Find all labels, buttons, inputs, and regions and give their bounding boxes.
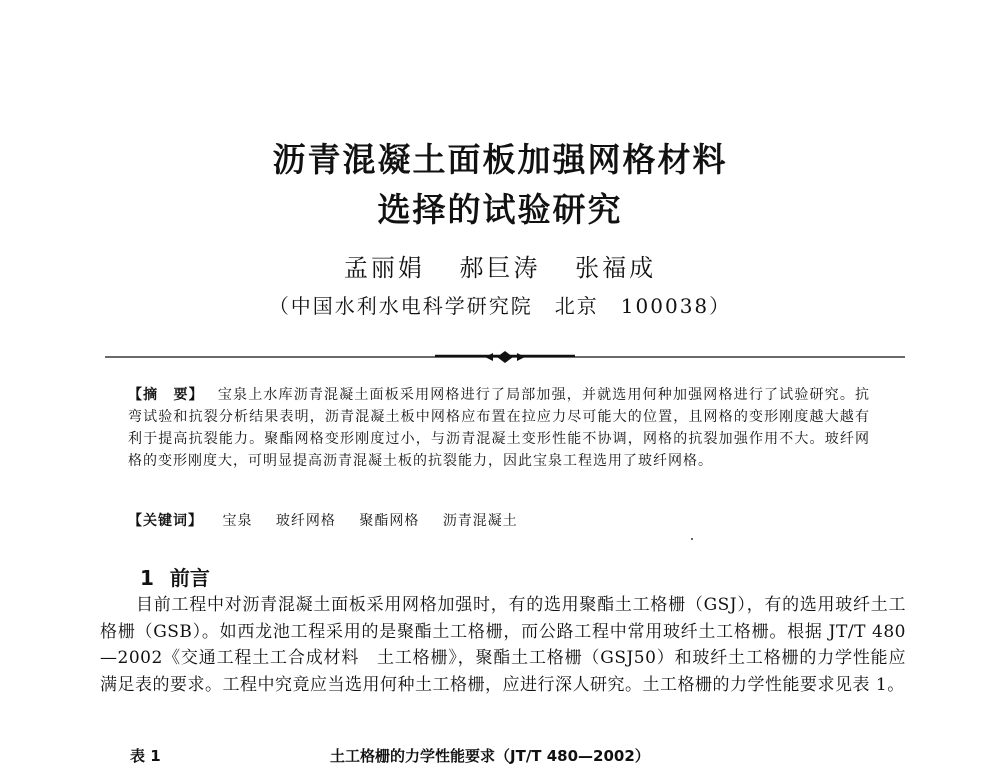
ornamental-divider — [105, 350, 905, 364]
table-number: 表 1 — [130, 747, 161, 765]
abstract-label: 【摘 要】 — [128, 387, 204, 403]
section-title: 前言 — [169, 566, 210, 590]
author-name: 孟丽娟 — [343, 254, 425, 282]
keyword: 玻纤网格 — [275, 513, 336, 529]
keyword: 聚酯网格 — [359, 513, 420, 529]
section-number: 1 — [140, 566, 154, 590]
abstract — [128, 384, 870, 472]
keyword: 沥青混凝土 — [442, 513, 518, 529]
keywords — [128, 510, 870, 530]
paper-title-line-1: 沥青混凝土面板加强网格材料 — [272, 140, 728, 179]
keywords-label: 【关键词】 — [128, 513, 203, 529]
scan-speck — [691, 538, 693, 540]
author-list — [0, 248, 1000, 283]
keyword: 宝泉 — [222, 513, 253, 529]
author-name: 郝巨涛 — [459, 254, 541, 282]
author-name: 张福成 — [575, 254, 657, 282]
paper-title-line-2: 选择的试验研究 — [377, 190, 623, 229]
section-body: 目前工程中对沥青混凝土面板采用网格加强时，有的选用聚酯土工格栅（GSJ），有的选用玻纤土工格栅（GSB）。如西龙池工程采用的是聚酯土工格栅，而公路工程中常用玻纤土工格栅。根据 JT/T 480—2002《交通工程土工合成材料 土工格栅》，聚酯土工格栅（GSJ50）和玻纤土工格栅的力学性能应满足表的要求。工程中究竟应当选用何种土工格栅，应进行深人研究。土工格栅的力学性能要求见表 1。 — [100, 595, 906, 695]
affiliation: （中国水利水电科学研究院 北京 100038） — [268, 294, 732, 318]
table-title: 土工格栅的力学性能要求（JT/T 480—2002） — [330, 747, 650, 765]
abstract-text: 宝泉上水库沥青混凝土面板采用网格进行了局部加强，并就选用何种加强网格进行了试验研究。抗弯试验和抗裂分析结果表明，沥青混凝土板中网格应布置在拉应力尽可能大的位置，且网格的变形刚度越大越有利于提高抗裂能力。聚酯网格变形刚度过小，与沥青混凝土变形性能不协调，网格的抗裂加强作用不大。玻纤网格的变形刚度大，可明显提高沥青混凝土板的抗裂能力，因此宝泉工程选用了玻纤网格。 — [128, 387, 871, 469]
section-heading — [140, 562, 210, 591]
